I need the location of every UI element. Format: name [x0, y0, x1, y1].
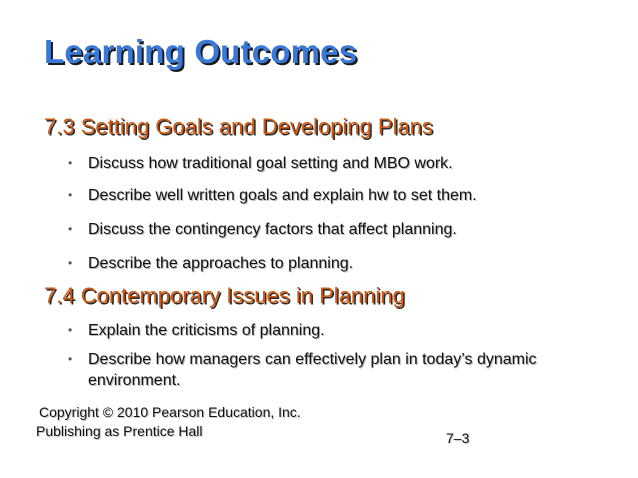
- bullet-text: Discuss how traditional goal setting and MBO work.: [88, 155, 453, 172]
- bullet-text: Describe how managers can effectively plan in today’s dynamic environment.: [88, 351, 537, 389]
- bullet-item: [68, 253, 608, 274]
- bullet-text: Discuss the contingency factors that affect planning.: [88, 221, 457, 238]
- bullet-text: Describe the approaches to planning.: [88, 255, 354, 272]
- bullet-icon: •: [68, 352, 73, 366]
- section-heading-7-3: 7.3 Setting Goals and Developing Plans: [44, 114, 433, 139]
- bullet-icon: •: [68, 256, 73, 270]
- bullet-text: Describe well written goals and explain hw to set them.: [88, 187, 477, 204]
- bullet-icon: •: [68, 188, 73, 202]
- bullet-item: [68, 320, 608, 341]
- copyright-line: Copyright © 2010 Pearson Education, Inc.: [39, 404, 301, 420]
- publisher-line: Publishing as Prentice Hall: [36, 423, 203, 439]
- bullet-item: [68, 185, 608, 206]
- bullet-icon: •: [68, 156, 73, 170]
- section-heading-7-4: 7.4 Contemporary Issues in Planning: [44, 283, 405, 308]
- bullet-item: [68, 153, 608, 174]
- bullet-text: Explain the criticisms of planning.: [88, 322, 325, 339]
- slide-title: Learning Outcomes: [44, 33, 358, 70]
- slide-number: 7–3: [446, 430, 470, 446]
- bullet-item: [68, 349, 608, 391]
- copyright-notice: [36, 403, 301, 441]
- bullet-item: [68, 219, 608, 240]
- bullet-icon: •: [68, 323, 73, 337]
- bullet-icon: •: [68, 222, 73, 236]
